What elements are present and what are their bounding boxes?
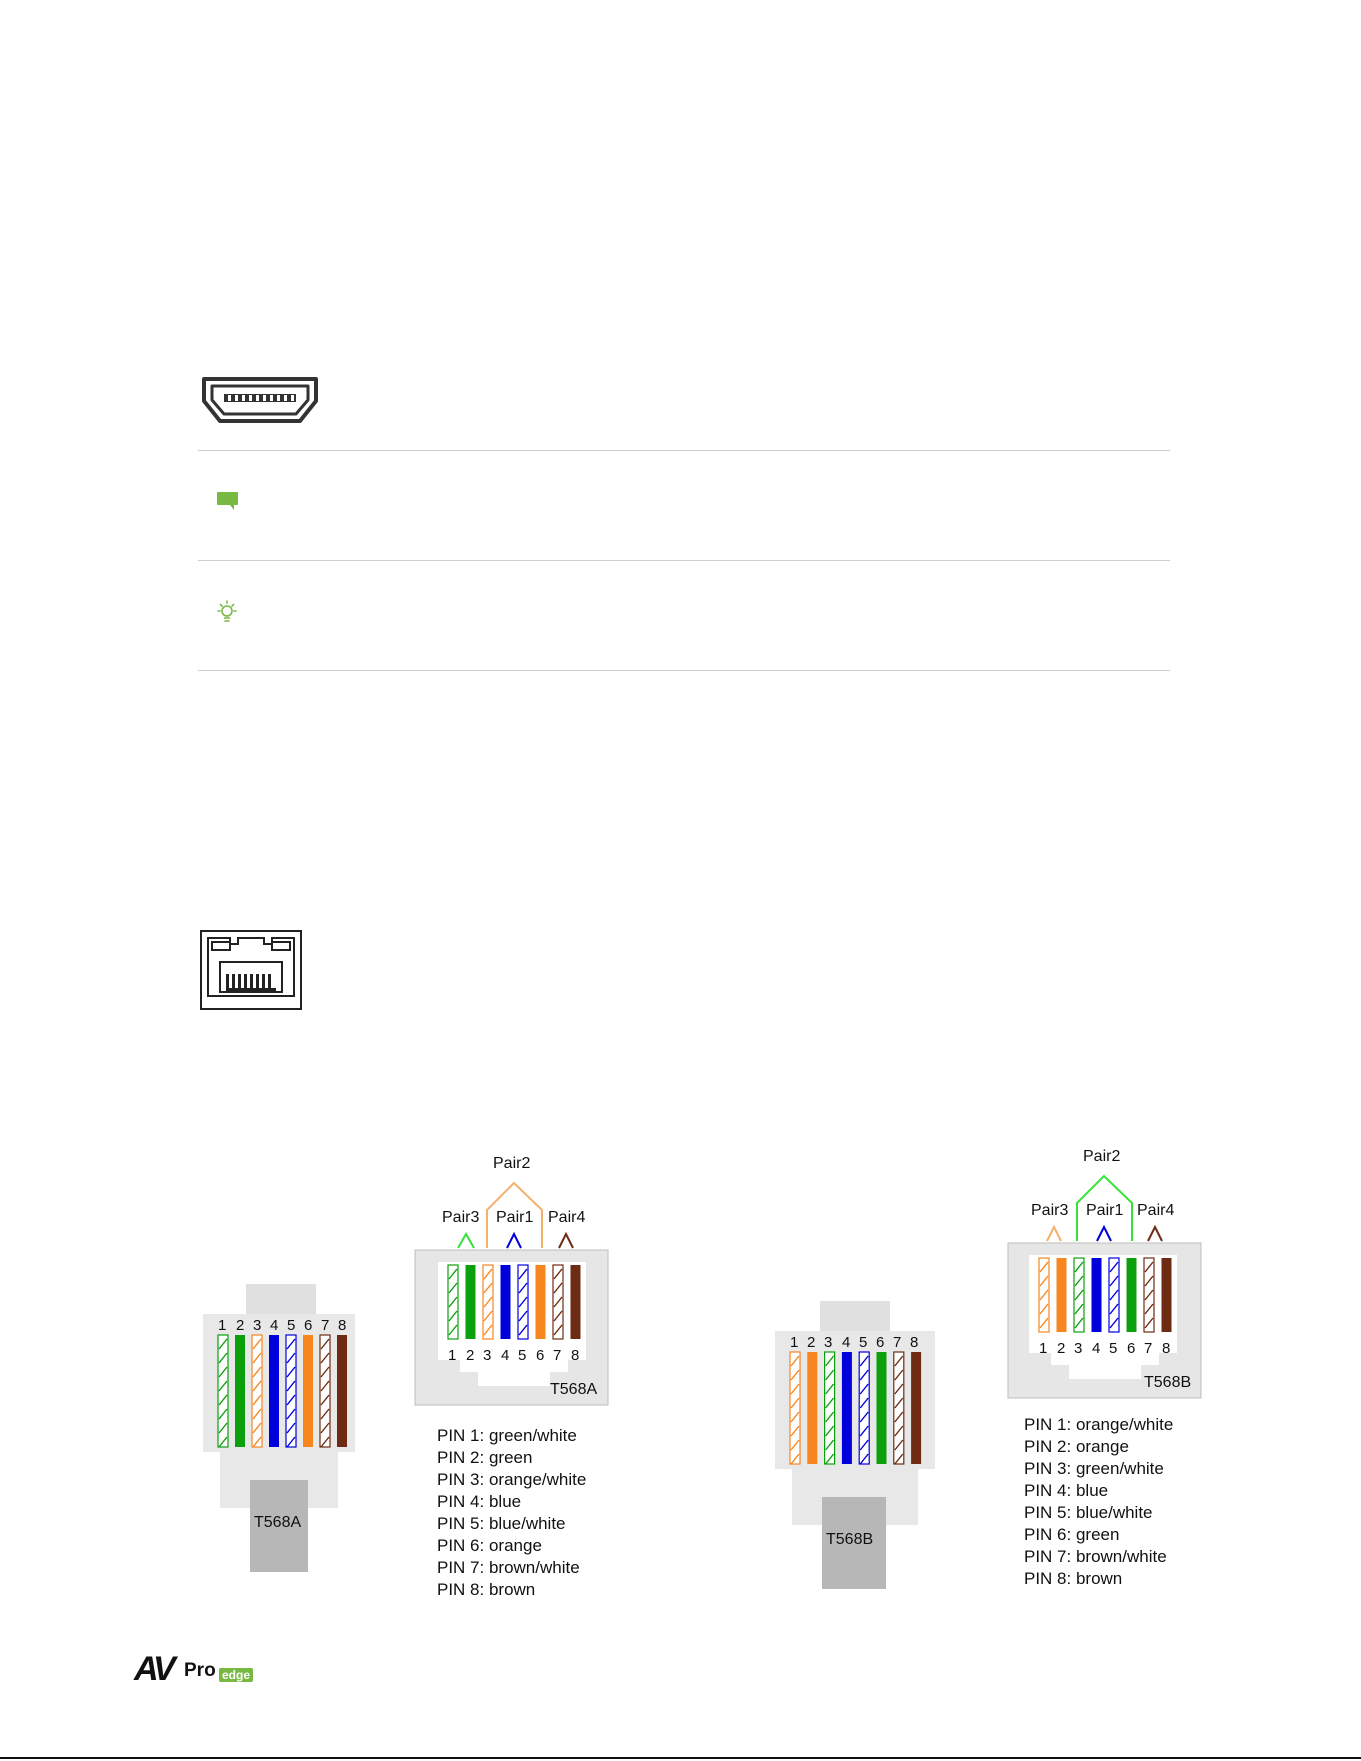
t568b-jack-label: T568B [1144, 1374, 1192, 1391]
t568b-pin-list [1024, 1414, 1173, 1590]
divider-middle [198, 560, 1170, 561]
wire-blue [1092, 1258, 1102, 1332]
pin-number: 2 [1057, 1340, 1066, 1357]
pin-number: 8 [338, 1317, 347, 1334]
wire-brown [1162, 1258, 1172, 1332]
wire-orange [536, 1265, 546, 1339]
pin-number: 1 [1039, 1340, 1048, 1357]
t568a-jack-diagram [408, 1150, 618, 1410]
pin-number: 3 [1074, 1340, 1083, 1357]
pin-number: 4 [270, 1317, 279, 1334]
wire-blue-white [1109, 1258, 1119, 1332]
pin-number: 7 [893, 1334, 902, 1351]
pin-entry: PIN 7: brown/white [437, 1558, 580, 1577]
pin-entry: PIN 1: orange/white [1024, 1415, 1174, 1434]
pair2-label: Pair2 [493, 1155, 531, 1172]
divider-bottom [198, 670, 1170, 671]
pin-number: 3 [253, 1317, 262, 1334]
pair4-label: Pair4 [1137, 1202, 1175, 1219]
divider-top [198, 450, 1170, 451]
wire-green-white [1074, 1258, 1084, 1332]
pair4-label: Pair4 [548, 1209, 586, 1226]
rj45-port-icon [200, 930, 302, 1010]
t568b-plug-label: T568B [826, 1531, 874, 1548]
pin-number: 4 [501, 1347, 510, 1364]
pin-number: 5 [287, 1317, 296, 1334]
pin-entry: PIN 8: brown [1024, 1569, 1123, 1588]
pin-number: 1 [448, 1347, 457, 1364]
wire-green [1127, 1258, 1137, 1332]
wire-orange-white [1039, 1258, 1049, 1332]
wire-blue-white [286, 1335, 296, 1447]
t568a-plug-label: T568A [254, 1514, 302, 1531]
pair1-label: Pair1 [1086, 1202, 1124, 1219]
wire-blue-white [859, 1352, 869, 1464]
pin-number: 8 [571, 1347, 580, 1364]
wire-brown-white [553, 1265, 563, 1339]
wire-green [235, 1335, 245, 1447]
t568a-jack-label: T568A [550, 1381, 598, 1398]
pin-number: 1 [790, 1334, 799, 1351]
wire-brown-white [894, 1352, 904, 1464]
pin-number: 3 [824, 1334, 833, 1351]
pair3-label: Pair3 [442, 1209, 480, 1226]
wire-orange [1057, 1258, 1067, 1332]
pin-number: 4 [842, 1334, 851, 1351]
t568a-pin-list [437, 1425, 586, 1601]
pair2-label: Pair2 [1083, 1148, 1121, 1165]
wire-green-white [448, 1265, 458, 1339]
pin-entry: PIN 6: orange [437, 1536, 542, 1555]
pin-entry: PIN 7: brown/white [1024, 1547, 1167, 1566]
wire-brown-white [1144, 1258, 1154, 1332]
wire-green-white [825, 1352, 835, 1464]
pin-entry: PIN 3: orange/white [437, 1470, 587, 1489]
pin-entry: PIN 5: blue/white [437, 1514, 566, 1533]
pin-entry: PIN 3: green/white [1024, 1459, 1164, 1478]
wire-green [466, 1265, 476, 1339]
wire-blue [842, 1352, 852, 1464]
wire-green-white [218, 1335, 228, 1447]
pin-number: 5 [518, 1347, 527, 1364]
pin-entry: PIN 1: green/white [437, 1426, 577, 1445]
pin-number: 7 [1144, 1340, 1153, 1357]
pin-number: 5 [1109, 1340, 1118, 1357]
pin-number: 2 [236, 1317, 245, 1334]
pin-number: 4 [1092, 1340, 1101, 1357]
pin-entry: PIN 6: green [1024, 1525, 1120, 1544]
logo-av: AV [134, 1650, 173, 1688]
pin-entry: PIN 4: blue [1024, 1481, 1109, 1500]
pin-entry: PIN 2: orange [1024, 1437, 1129, 1456]
wire-brown [911, 1352, 921, 1464]
pin-number: 6 [876, 1334, 885, 1351]
logo-pro: Pro [184, 1660, 216, 1681]
pin-entry: PIN 8: brown [437, 1580, 536, 1599]
t568b-plug-diagram [772, 1297, 942, 1592]
page-bottom-border [0, 1757, 1361, 1759]
pin-number: 1 [218, 1317, 227, 1334]
pin-number: 6 [304, 1317, 313, 1334]
wire-green [877, 1352, 887, 1464]
avpro-edge-logo [134, 1650, 264, 1690]
pin-number: 8 [910, 1334, 919, 1351]
hdmi-port-icon [200, 375, 320, 427]
pin-number: 6 [1127, 1340, 1136, 1357]
t568b-jack-diagram [1005, 1143, 1215, 1403]
pin-number: 3 [483, 1347, 492, 1364]
pin-number: 7 [553, 1347, 562, 1364]
logo-edge: edge [219, 1668, 253, 1682]
lightbulb-icon [214, 599, 240, 625]
wire-blue [501, 1265, 511, 1339]
wire-blue-white [518, 1265, 528, 1339]
pin-number: 6 [536, 1347, 545, 1364]
wire-orange-white [252, 1335, 262, 1447]
wire-blue [269, 1335, 279, 1447]
wire-brown [337, 1335, 347, 1447]
pin-entry: PIN 2: green [437, 1448, 533, 1467]
wire-orange [303, 1335, 313, 1447]
wire-orange-white [483, 1265, 493, 1339]
pin-number: 2 [466, 1347, 475, 1364]
pin-entry: PIN 4: blue [437, 1492, 522, 1511]
pair1-label: Pair1 [496, 1209, 534, 1226]
pin-entry: PIN 5: blue/white [1024, 1503, 1153, 1522]
pin-number: 2 [807, 1334, 816, 1351]
t568a-plug-diagram [200, 1280, 360, 1575]
wire-orange [807, 1352, 817, 1464]
wire-orange-white [790, 1352, 800, 1464]
pair3-label: Pair3 [1031, 1202, 1069, 1219]
pin-number: 7 [321, 1317, 330, 1334]
wire-brown [571, 1265, 581, 1339]
wire-brown-white [320, 1335, 330, 1447]
note-icon [216, 491, 240, 511]
pin-number: 8 [1162, 1340, 1171, 1357]
pin-number: 5 [859, 1334, 868, 1351]
